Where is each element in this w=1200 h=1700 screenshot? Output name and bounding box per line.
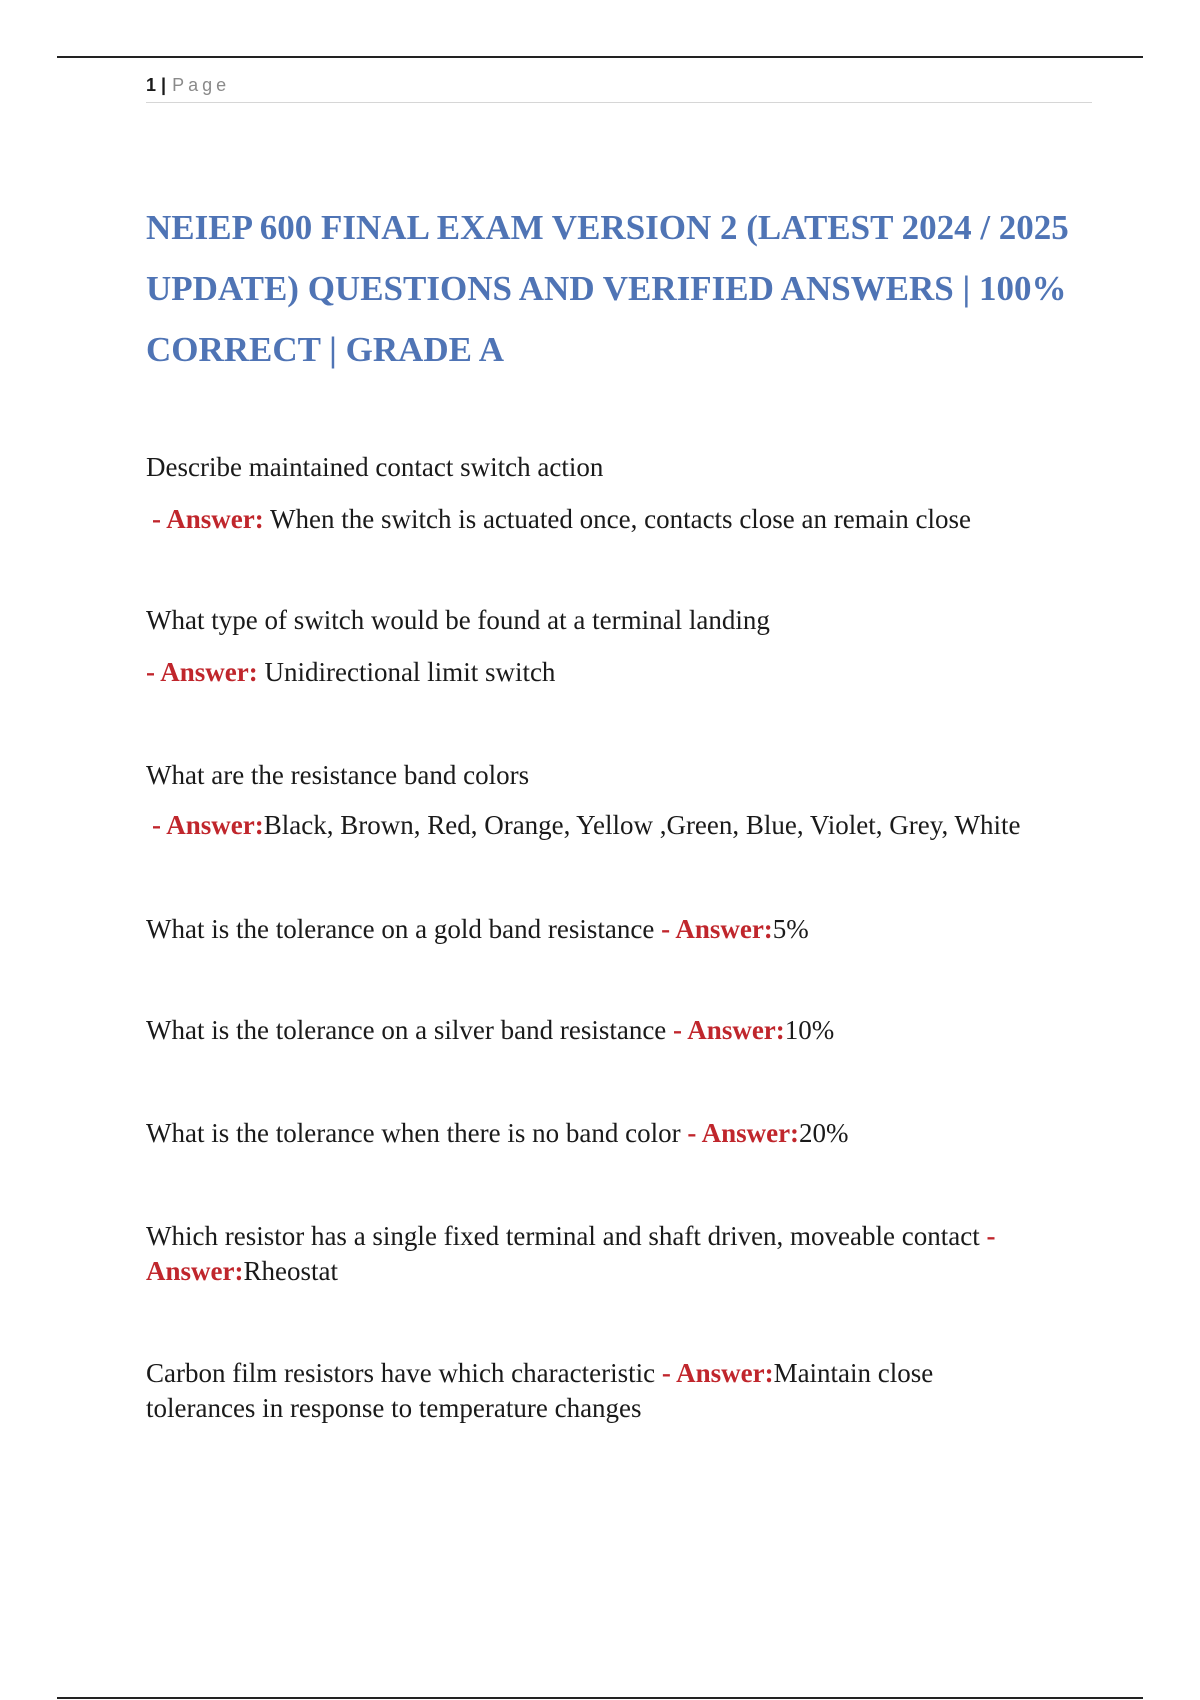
- answer-line: [146, 655, 1096, 690]
- qa-item-5: [146, 1013, 1096, 1048]
- question-text: What is the tolerance when there is no band color: [146, 1118, 688, 1148]
- answer-text: 10%: [784, 1015, 835, 1045]
- answer-label: - Answer:: [661, 914, 773, 944]
- answer-label: - Answer:: [687, 1118, 800, 1148]
- qa-item-6: [146, 1116, 1096, 1151]
- qa-item-7: [146, 1219, 1046, 1289]
- top-rule: [57, 56, 1143, 58]
- question-text: What are the resistance band colors: [146, 760, 530, 790]
- page-separator: |: [161, 75, 167, 95]
- answer-text: 20%: [799, 1118, 849, 1148]
- qa-item-3: [146, 758, 1096, 843]
- answer-text: Rheostat: [243, 1256, 338, 1286]
- answer-label: - Answer:: [152, 504, 264, 534]
- answer-text: Black, Brown, Red, Orange, Yellow ,Green, Blue, Violet, Grey, White: [263, 810, 1021, 840]
- answer-label: - Answer:: [673, 1015, 785, 1045]
- page-label: Page: [172, 75, 231, 95]
- qa-item-4: [146, 912, 1096, 947]
- answer-line: [146, 808, 1096, 843]
- page-number: 1: [146, 75, 157, 95]
- question-text: What is the tolerance on a silver band resistance: [146, 1015, 674, 1045]
- question-text: Which resistor has a single fixed terminal and shaft driven, moveable contact: [146, 1221, 987, 1251]
- page-header: [146, 74, 1092, 103]
- question-text: What type of switch would be found at a terminal landing: [146, 605, 770, 635]
- answer-text: Unidirectional limit switch: [257, 657, 556, 687]
- question-text: Carbon film resistors have which characteristic: [146, 1358, 662, 1388]
- bottom-rule: [57, 1697, 1143, 1699]
- qa-item-8: [146, 1356, 1006, 1426]
- answer-text: Maintain close tolerances in response to temperature changes: [146, 1358, 934, 1423]
- question-text: What is the tolerance on a gold band resistance: [146, 914, 662, 944]
- answer-text: 5%: [772, 914, 809, 944]
- answer-label: - Answer:: [146, 1221, 996, 1286]
- answer-label: - Answer:: [152, 810, 264, 840]
- answer-label: - Answer:: [661, 1358, 774, 1388]
- answer-text: When the switch is actuated once, contacts close an remain close: [263, 504, 971, 534]
- qa-item-1: [146, 450, 1096, 537]
- answer-line: [146, 502, 1096, 537]
- answer-label: - Answer:: [146, 657, 258, 687]
- qa-item-2: [146, 603, 1096, 690]
- document-title: NEIEP 600 FINAL EXAM VERSION 2 (LATEST 2024 / 2025 UPDATE) QUESTIONS AND VERIFIED ANSWERS | 100% CORRECT | GRADE A: [146, 208, 1069, 369]
- question-text: Describe maintained contact switch action: [146, 452, 604, 482]
